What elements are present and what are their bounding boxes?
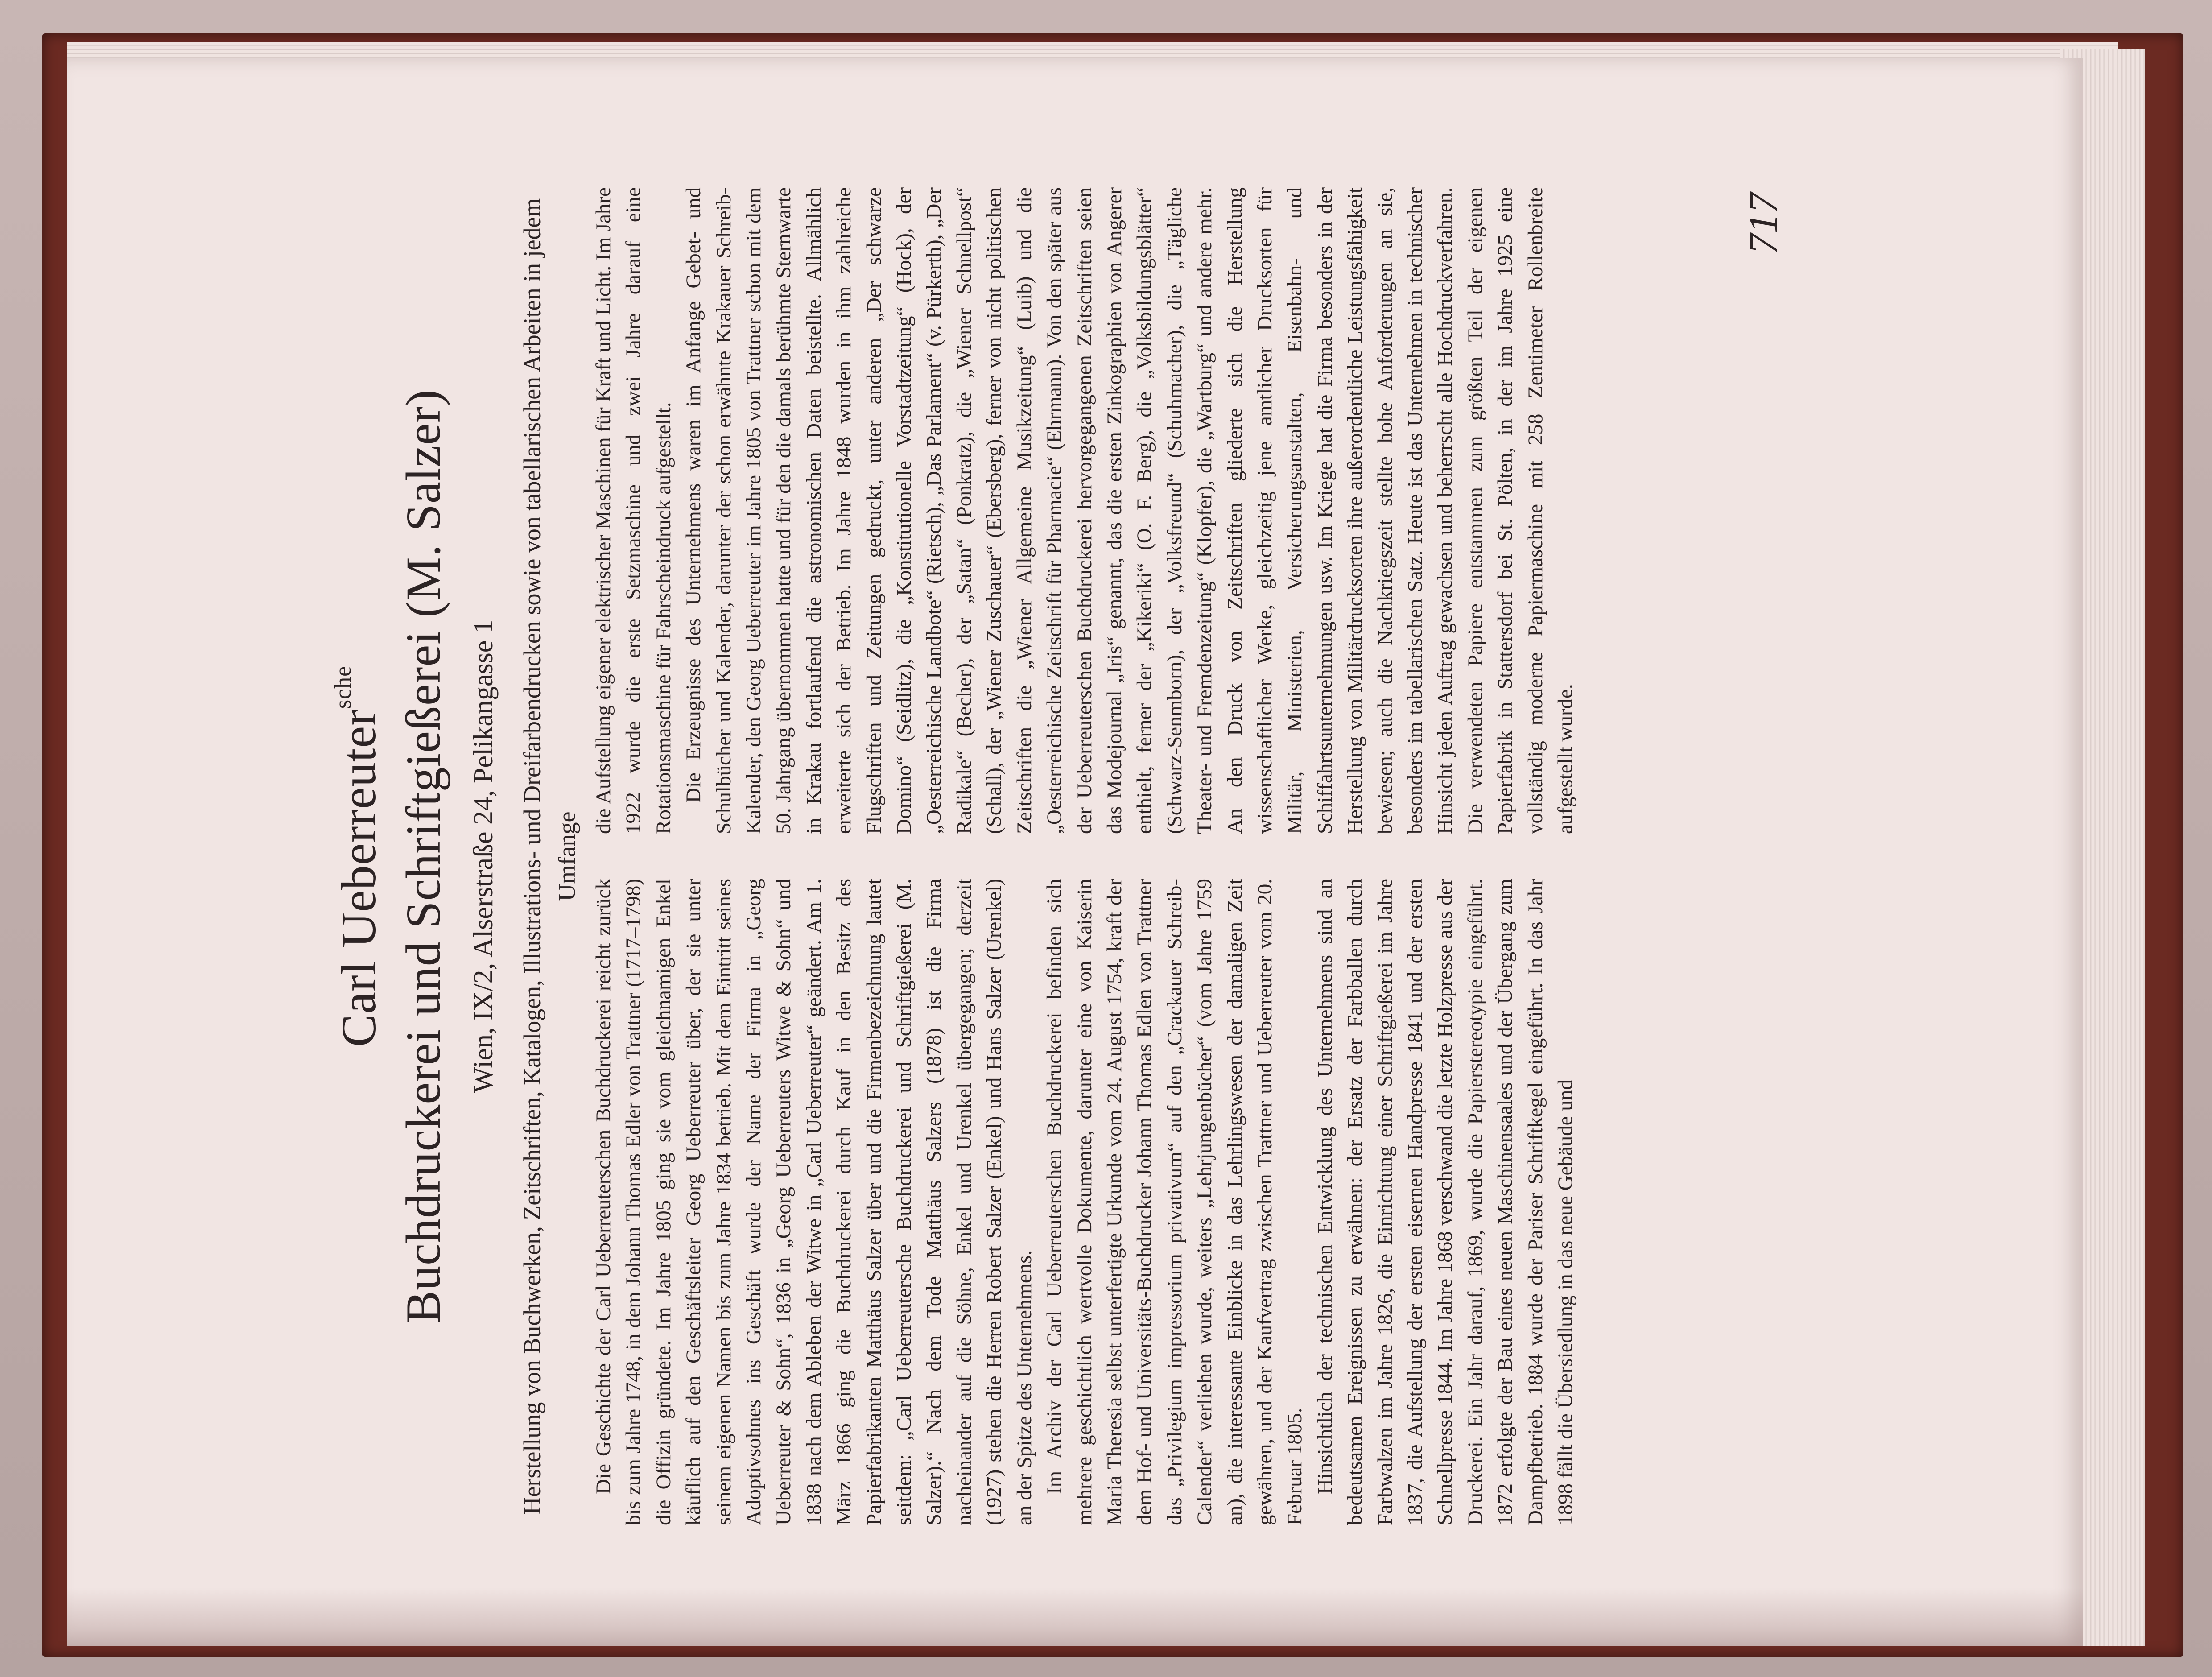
paragraph: Die Geschichte der Carl Ueberreuterschen Buchdruckerei reicht zurück bis zum Jahre 1748, in dem Johann Thomas Edler von Trattner (1717–1798) die Offizin gründete. Im Jahre 1805 ging sie vom gleichnamigen Enkel käuflich auf den Geschäftsleiter Georg Ueberreuter über, der sie unter seinem eigenen Namen bis zum Jahre 1834 betrieb. Mit dem Eintritt seines Adoptivsohnes ins Geschäft wurde der Name der Firma in „Georg Ueberreuter & Sohn“, 1836 in „Georg Ueberreuters Witwe & Sohn“ und 1838 nach dem Ableben der Witwe in „Carl Ueberreuter“ geändert. Am 1. März 1866 ging die Buchdruckerei durch Kauf in den Besitz des Papierfabrikanten Matthäus Salzer über und die Firmenbezeichnung lautet seitdem: „Carl Ueberreutersche Buchdruckerei und Schriftgießerei (M. Salzer).“ Nach dem Tode Matthäus Salzers (1878) ist die Firma nacheinander auf die Söhne, Enkel und Urenkel übergegangen; derzeit (1927) stehen die Herren Robert Salzer (Enkel) und Hans Salzer (Urenkel) an der Spitze des Unternehmens. xyxy=(592,879,1036,1525)
paragraph: Die Erzeugnisse des Unternehmens waren im Anfange Gebet- und Schulbücher und Kalender, darunter der schon erwähnte Krakauer Schreib-Kalender, den Georg Ueberreuter im Jahre 1805 von Trattner schon mit dem 50. Jahrgang übernommen hatte und für den die damals berühmte Sternwarte in Krakau fortlaufend die astronomischen Daten beistellte. Allmählich erweiterte sich der Betrieb. Im Jahre 1848 wurden in ihm zahlreiche Flugschriften und Zeitungen gedruckt, unter anderen „Der schwarze Domino“ (Seidlitz), die „Konstitutionelle Vorstadtzeitung“ (Hock), der „Oesterreichische Landbote“ (Rietsch), „Das Parlament“ (v. Pürkerth), „Der Radikale“ (Becher), der „Satan“ (Ponkratz), die „Wiener Schnellpost“ (Schall), der „Wiener Zuschauer“ (Ebersberg), ferner von nicht politischen Zeitschriften die „Wiener Allgemeine Musikzeitung“ (Luib) und die „Oesterreichische Zeitschrift für Pharmacie“ (Ehrmann). Von den später aus der Ueberreuterschen Buchdruckerei hervorgegangenen Zeitschriften seien das Modejournal „Iris“ genannt, das die ersten Zinkographien von Angerer enthielt, ferner der „Kikeriki“ (O. F. Berg), die „Volksbildungsblätter“ (Schwarz-Senmborn), der „Volksfreund“ (Schuhmacher), die „Tägliche Theater- und Fremdenzeitung“ (Klopfer), die „Wartburg“ und andere mehr. An den Druck von Zeitschriften gliederte sich die Herstellung wissenschaftlicher Werke, gleichzeitig jene amtlicher Drucksorten für Militär, Ministerien, Versicherungsanstalten, Eisenbahn- und Schiffahrtsunternehmungen usw. Im Kriege hat die Firma besonders in der Herstellung von Militärdrucksorten ihre außerordentliche Leistungsfähigkeit bewiesen; auch die Nachkriegszeit stellte hohe Anforderungen an sie, besonders im tabellarischen Satz. Heute ist das Unternehmen in technischer Hinsicht jeden Auftrag gewachsen und beherrscht alle Hochdruckverfahren. Die verwendeten Papiere entstammen zum größten Teil der eigenen Papierfabrik in Stattersdorf bei St. Pölten, in der im Jahre 1925 eine vollständig moderne Papiermaschine mit 258 Zentimeter Rollenbreite aufgestellt wurde. xyxy=(682,187,1577,834)
left-text-column xyxy=(589,879,1581,1525)
paragraph: die Aufstellung eigener elektrischer Maschinen für Kraft und Licht. Im Jahre 1922 wurde die erste Setzmaschine und zwei Jahre darauf eine Rotationsmaschine für Fahrscheindruck aufgestellt. xyxy=(592,187,675,834)
rotated-page-content xyxy=(312,187,1806,1525)
paragraph: Im Archiv der Carl Ueberreuterschen Buchdruckerei befinden sich mehrere geschichtlich wertvolle Dokumente, darunter eine von Kaiserin Maria Theresia selbst unterfertigte Urkunde vom 24. August 1754, kraft der dem Hof- und Universitäts-Buchdrucker Johann Thomas Edlen von Trattner das „Privilegium impressorium privativum“ auf den „Crackauer Schreib-Calender“ verliehen wurde, weiters „Lehrjungenbücher“ (vom Jahre 1759 an), die interessante Einblicke in das Lehrlingswesen der damaligen Zeit gewähren, und der Kaufvertrag zwischen Trattner und Ueberreuter vom 20. Februar 1805. xyxy=(1043,879,1307,1525)
paragraph: Hinsichtlich der technischen Entwicklung des Unternehmens sind an bedeutsamen Ereignissen zu erwähnen: der Ersatz der Farbballen durch Farbwalzen im Jahre 1826, die Einrichtung einer Schriftgießerei im Jahre 1837, die Aufstellung der ersten eisernen Handpresse 1841 und der ersten Schnellpresse 1844. Im Jahre 1868 verschwand die letzte Holzpresse aus der Druckerei. Ein Jahr darauf, 1869, wurde die Papierstereotypie eingeführt. 1872 erfolgte der Bau eines neuen Maschinensaales und der Übergang zum Dampfbetrieb. 1884 wurde der Pariser Schriftkegel eingeführt. In das Jahr 1898 fällt die Übersiedlung in das neue Gebäude und xyxy=(1313,879,1577,1525)
title-block xyxy=(312,187,584,1525)
page-number: 717 xyxy=(1740,193,1786,254)
page-title-line1 xyxy=(312,187,390,1525)
page-edges-top xyxy=(67,42,2118,60)
title-suffix: sche xyxy=(330,665,356,709)
company-description: Herstellung von Buchwerken, Zeitschriften, Katalogen, Illustrations- und Dreifarbendrucken sowie von tabellarischen Arbeiten in jedem Umfange xyxy=(519,198,580,1515)
company-address: Wien, IX/2, Alserstraße 24, Pelikangasse 1 xyxy=(468,620,499,1093)
page-title-line2: Buchdruckerei und Schriftgießerei (M. Salzer) xyxy=(396,389,450,1324)
gutter-shadow xyxy=(67,1588,2083,1646)
right-text-column xyxy=(589,187,1581,834)
title-main: Carl Ueberreuter xyxy=(331,709,386,1047)
